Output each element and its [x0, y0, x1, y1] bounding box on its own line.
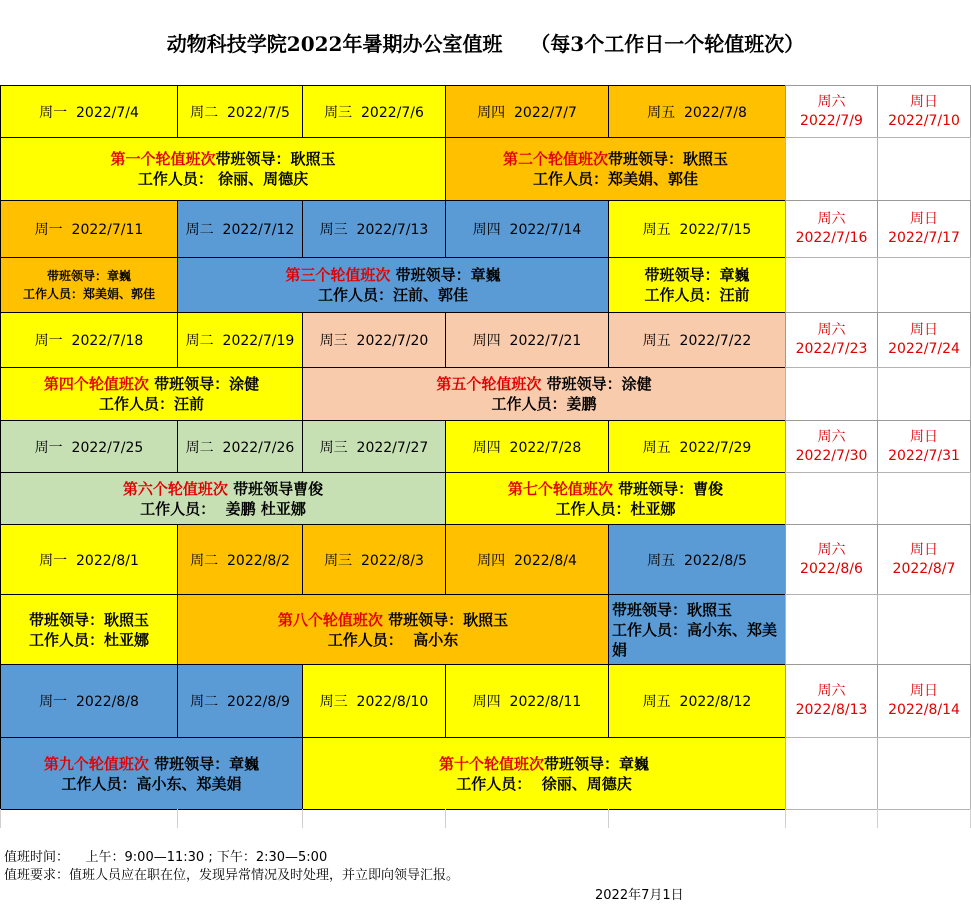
shift-staff: 工作人员：高小东、郑美娟 [61, 774, 242, 793]
day-cell: 周五 2022/8/5 [608, 524, 786, 595]
weekend-date: 2022/7/16 [795, 230, 868, 246]
shift-leader: 带班领导：曹俊 [612, 479, 724, 498]
shift-staff: 工作人员：杜亚娜 [555, 499, 676, 518]
shift-staff-line [140, 499, 306, 519]
sunday-cell [877, 200, 971, 258]
shift-staff: 工作人员：郑美娟、郭佳 [22, 287, 155, 301]
day-cell: 周三 2022/7/27 [302, 420, 446, 473]
shift-title: 第四个轮值班次 [43, 375, 149, 393]
rotation-shift-cell [0, 594, 178, 665]
shift-header-line [285, 265, 500, 285]
shift-staff: 工作人员： 徐丽、周德庆 [456, 774, 632, 793]
weekend-day-name: 周六 [817, 211, 846, 227]
shift-staff: 工作人员： 高小东 [327, 630, 459, 649]
day-cell: 周五 2022/7/22 [608, 312, 786, 368]
day-cell: 周四 2022/7/14 [445, 200, 609, 258]
shift-header-line [612, 600, 732, 620]
sunday-blank-cell [877, 737, 971, 810]
shift-staff: 工作人员：高小东、郑美娟 [612, 620, 778, 659]
shift-staff-line [491, 394, 596, 414]
sunday-cell [877, 524, 971, 595]
weekend-day-name: 周六 [817, 93, 846, 110]
weekend-day-name: 周日 [910, 683, 938, 699]
rotation-shift-cell [445, 137, 786, 201]
saturday-cell [785, 524, 878, 595]
weekend-date: 2022/8/14 [888, 702, 960, 718]
shift-staff-line [328, 630, 458, 650]
shift-staff-line [644, 285, 749, 305]
sunday-blank-cell [877, 472, 971, 525]
weekend-date: 2022/7/31 [888, 447, 960, 464]
shift-leader: 带班领导：涂健 [148, 375, 260, 393]
weekend-date: 2022/7/23 [795, 341, 868, 357]
rotation-shift-cell [0, 257, 178, 313]
rotation-shift-cell [0, 137, 446, 201]
shift-header-line [123, 479, 323, 499]
weekend-day-name: 周日 [910, 428, 938, 445]
shift-leader: 带班领导：章巍 [544, 754, 650, 773]
shift-title: 第二个轮值班次 [502, 150, 608, 168]
weekend-date: 2022/8/13 [795, 702, 868, 718]
day-cell: 周三 2022/7/20 [302, 312, 446, 368]
empty-cell [177, 809, 303, 828]
page-title: 动物科技学院2022年暑期办公室值班 （每3个工作日一个轮值班次） [166, 32, 805, 56]
weekend-date: 2022/7/9 [800, 112, 863, 129]
shift-title: 第十个轮值班次 [438, 754, 544, 773]
saturday-blank-cell [785, 594, 878, 665]
saturday-blank-cell [785, 737, 878, 810]
sunday-blank-cell [877, 257, 971, 313]
day-cell: 周二 2022/8/2 [177, 524, 303, 595]
shift-header-line [644, 265, 749, 285]
rotation-shift-cell [608, 257, 786, 313]
shift-staff: 工作人员：姜鹏 [491, 395, 597, 413]
saturday-blank-cell [785, 472, 878, 525]
shift-staff: 工作人员：郑美娟、郭佳 [532, 170, 698, 188]
shift-staff: 工作人员：汪前 [98, 395, 204, 413]
weekend-day-name: 周日 [910, 541, 938, 558]
shift-staff: 工作人员：汪前、郭佳 [317, 286, 468, 304]
day-cell: 周三 2022/8/3 [302, 524, 446, 595]
saturday-cell [785, 200, 878, 258]
shift-leader: 带班领导曹俊 [227, 479, 324, 498]
sunday-blank-cell [877, 594, 971, 665]
saturday-cell [785, 312, 878, 368]
day-cell: 周二 2022/7/26 [177, 420, 303, 473]
shift-leader: 带班领导：耿照玉 [382, 610, 509, 629]
sunday-cell [877, 664, 971, 738]
day-cell: 周四 2022/8/4 [445, 524, 609, 595]
shift-staff-line [99, 394, 204, 414]
shift-leader: 带班领导：章巍 [644, 266, 750, 284]
shift-leader: 带班领导：耿照玉 [215, 150, 336, 168]
day-cell: 周三 2022/7/13 [302, 200, 446, 258]
shift-staff-line [456, 774, 631, 794]
shift-header-line [436, 374, 651, 394]
duty-time-note: 值班时间： 上午：9:00—11:30 ; 下午：2:30—5:00 [4, 850, 328, 865]
weekend-day-name: 周六 [817, 322, 846, 338]
shift-header-line [508, 479, 723, 499]
saturday-blank-cell [785, 367, 878, 421]
shift-header-line [439, 754, 649, 774]
shift-staff: 工作人员： 姜鹏 杜亚娜 [140, 499, 306, 518]
day-cell: 周一 2022/8/8 [0, 664, 178, 738]
saturday-blank-cell [785, 257, 878, 313]
empty-cell [785, 809, 878, 828]
shift-leader: 带班领导：涂健 [541, 375, 652, 393]
rotation-shift-cell [445, 472, 786, 525]
shift-title: 第九个轮值班次 [43, 754, 149, 773]
day-cell: 周四 2022/7/7 [445, 85, 609, 138]
day-cell: 周一 2022/7/11 [0, 200, 178, 258]
saturday-cell [785, 85, 878, 138]
shift-staff-line [23, 285, 155, 303]
shift-leader: 带班领导：耿照玉 [612, 600, 733, 619]
shift-leader: 带班领导：章巍 [46, 269, 131, 283]
shift-title: 第五个轮值班次 [436, 375, 542, 393]
empty-cell [302, 809, 446, 828]
sunday-cell [877, 85, 971, 138]
day-cell: 周四 2022/8/11 [445, 664, 609, 738]
rotation-shift-cell [177, 594, 609, 665]
day-cell: 周五 2022/8/12 [608, 664, 786, 738]
day-cell: 周四 2022/7/21 [445, 312, 609, 368]
empty-cell [877, 809, 971, 828]
weekend-date: 2022/8/7 [892, 560, 956, 577]
empty-cell [0, 809, 178, 828]
weekend-day-name: 周日 [910, 93, 938, 110]
duty-requirement-note: 值班要求：值班人员应在职在位，发现异常情况及时处理，并立即向领导汇报。 [4, 868, 460, 883]
saturday-cell [785, 664, 878, 738]
saturday-blank-cell [785, 137, 878, 201]
day-cell: 周一 2022/7/4 [0, 85, 178, 138]
empty-cell [445, 809, 609, 828]
day-cell: 周二 2022/7/5 [177, 85, 303, 138]
rotation-shift-cell [0, 367, 303, 421]
shift-header-line [44, 374, 259, 394]
shift-title: 第八个轮值班次 [277, 610, 383, 629]
day-cell: 周一 2022/7/18 [0, 312, 178, 368]
sunday-cell [877, 420, 971, 473]
shift-header-line [503, 149, 728, 169]
empty-cell [608, 809, 786, 828]
day-cell: 周二 2022/8/9 [177, 664, 303, 738]
rotation-shift-cell [302, 737, 786, 810]
day-cell: 周二 2022/7/19 [177, 312, 303, 368]
rotation-shift-cell [177, 257, 609, 313]
weekend-day-name: 周六 [817, 541, 846, 558]
shift-staff-line [29, 630, 149, 650]
shift-staff-line [612, 620, 785, 660]
shift-leader: 带班领导：章巍 [390, 266, 501, 284]
shift-leader: 带班领导：耿照玉 [28, 610, 149, 629]
day-cell: 周五 2022/7/15 [608, 200, 786, 258]
day-cell: 周三 2022/8/10 [302, 664, 446, 738]
shift-title: 第六个轮值班次 [122, 479, 228, 498]
weekend-day-name: 周日 [910, 211, 938, 227]
sunday-blank-cell [877, 137, 971, 201]
shift-staff: 工作人员：汪前 [644, 286, 750, 304]
shift-staff: 工作人员：杜亚娜 [28, 630, 149, 649]
weekend-date: 2022/7/24 [888, 341, 960, 357]
rotation-shift-cell [0, 737, 303, 810]
shift-leader: 带班领导：耿照玉 [608, 150, 729, 168]
shift-leader: 带班领导：章巍 [148, 754, 260, 773]
weekend-date: 2022/7/30 [795, 447, 868, 464]
issue-date: 2022年7月1日 [595, 888, 684, 903]
shift-staff-line [138, 169, 308, 189]
day-cell: 周一 2022/7/25 [0, 420, 178, 473]
shift-title: 第三个轮值班次 [285, 266, 391, 284]
weekend-date: 2022/7/17 [888, 230, 960, 246]
saturday-cell [785, 420, 878, 473]
shift-staff: 工作人员： 徐丽、周德庆 [137, 170, 309, 188]
sunday-blank-cell [877, 367, 971, 421]
shift-staff-line [318, 285, 468, 305]
shift-header-line [29, 610, 149, 630]
shift-staff-line [61, 774, 241, 794]
weekend-day-name: 周日 [910, 322, 938, 338]
day-cell: 周三 2022/7/6 [302, 85, 446, 138]
rotation-shift-cell [608, 594, 786, 665]
shift-title: 第七个轮值班次 [507, 479, 613, 498]
day-cell: 周一 2022/8/1 [0, 524, 178, 595]
day-cell: 周五 2022/7/8 [608, 85, 786, 138]
weekend-date: 2022/8/6 [800, 560, 863, 577]
shift-header-line [278, 610, 508, 630]
weekend-date: 2022/7/10 [888, 112, 960, 129]
rotation-shift-cell [0, 472, 446, 525]
day-cell: 周二 2022/7/12 [177, 200, 303, 258]
shift-header-line [47, 267, 131, 285]
shift-header-line [44, 754, 259, 774]
rotation-shift-cell [302, 367, 786, 421]
weekend-day-name: 周六 [817, 683, 846, 699]
shift-staff-line [555, 499, 675, 519]
weekend-day-name: 周六 [817, 428, 846, 445]
shift-header-line [110, 149, 335, 169]
day-cell: 周五 2022/7/29 [608, 420, 786, 473]
shift-staff-line [533, 169, 698, 189]
day-cell: 周四 2022/7/28 [445, 420, 609, 473]
shift-title: 第一个轮值班次 [110, 150, 216, 168]
sunday-cell [877, 312, 971, 368]
